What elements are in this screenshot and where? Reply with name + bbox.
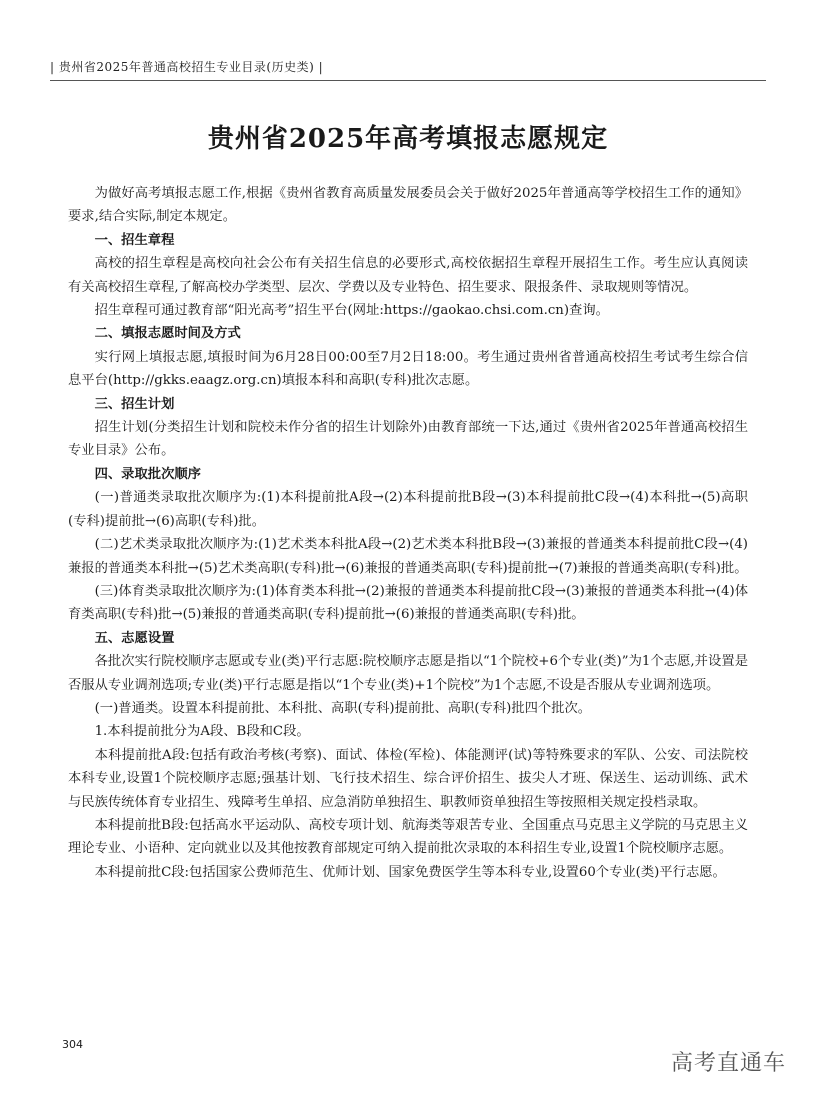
section-heading: 二、填报志愿时间及方式 bbox=[94, 326, 241, 342]
paragraph: 各批次实行院校顺序志愿或专业(类)平行志愿:院校顺序志愿是指以“1个院校+6个专业(类)”为1个志愿,并设置是否服从专业调剂选项;专业(类)平行志愿是指以“1个专业(类)+1个院校”为1个志愿,不设是否服从专业调剂选项。 bbox=[68, 654, 748, 693]
paragraph: 1.本科提前批分为A段、B段和C段。 bbox=[94, 724, 310, 740]
document-body bbox=[68, 182, 748, 884]
paragraph: 高校的招生章程是高校向社会公布有关招生信息的必要形式,高校依据招生章程开展招生工作。考生应认真阅读有关高校招生章程,了解高校办学类型、层次、学费以及专业特色、招生要求、限报条件、录取规则等情况。 bbox=[68, 256, 748, 295]
section-heading: 三、招生计划 bbox=[94, 396, 175, 412]
paragraph: 为做好高考填报志愿工作,根据《贵州省教育高质量发展委员会关于做好2025年普通高等学校招生工作的通知》要求,结合实际,制定本规定。 bbox=[68, 186, 748, 225]
paragraph: (一)普通类。设置本科提前批、本科批、高职(专科)提前批、高职(专科)批四个批次。 bbox=[94, 700, 592, 716]
watermark-text: 高考直通车 bbox=[670, 1051, 786, 1076]
running-header-text: 贵州省2025年普通高校招生专业目录(历史类) bbox=[58, 60, 315, 74]
paragraph: 本科提前批B段:包括高水平运动队、高校专项计划、航海类等艰苦专业、全国重点马克思主义学院的马克思主义理论专业、小语种、定向就业以及其他按教育部规定可纳入提前批次录取的本科招生专业,设置1个院校顺序志愿。 bbox=[68, 817, 748, 857]
paragraph: (三)体育类录取批次顺序为:(1)体育类本科批→(2)兼报的普通类本科提前批C段→(3)兼报的普通类本科批→(4)体育类高职(专科)批→(5)兼报的普通类高职(专科)提前批→(6)兼报的普通类高职(专科)批。 bbox=[68, 583, 748, 623]
paragraph: 招生章程可通过教育部“阳光高考”招生平台(网址:https://gaokao.chsi.com.cn)查询。 bbox=[94, 303, 609, 319]
paragraph: (二)艺术类录取批次顺序为:(1)艺术类本科批A段→(2)艺术类本科批B段→(3)兼报的普通类本科提前批C段→(4)兼报的普通类本科批→(5)艺术类高职(专科)批→(6)兼报的普通类高职(专科)提前批→(7)兼报的普通类高职(专科)批。 bbox=[68, 537, 748, 576]
paragraph: 本科提前批A段:包括有政治考核(考察)、面试、体检(军检)、体能测评(试)等特殊要求的军队、公安、司法院校本科专业,设置1个院校顺序志愿;强基计划、飞行技术招生、综合评价招生、拔尖人才班、保送生、运动训练、武术与民族传统体育专业招生、残障考生单招、应急消防单独招生、职教师资单独招生等按照相关规定投档录取。 bbox=[68, 747, 748, 810]
running-header: | 贵州省2025年普通高校招生专业目录(历史类) | bbox=[50, 60, 324, 74]
section-heading: 五、志愿设置 bbox=[94, 630, 175, 646]
paragraph: 实行网上填报志愿,填报时间为6月28日00:00至7月2日18:00。考生通过贵州省普通高校招生考试考生综合信息平台(http://gkks.eaagz.org.cn)填报本科和高职(专科)批次志愿。 bbox=[68, 349, 748, 389]
header-divider bbox=[50, 80, 766, 81]
paragraph: 招生计划(分类招生计划和院校未作分省的招生计划除外)由教育部统一下达,通过《贵州省2025年普通高校招生专业目录》公布。 bbox=[68, 420, 748, 459]
page-title: 贵州省2025年高考填报志愿规定 bbox=[207, 124, 609, 154]
section-heading: 四、录取批次顺序 bbox=[94, 466, 201, 482]
paragraph: 本科提前批C段:包括国家公费师范生、优师计划、国家免费医学生等本科专业,设置60个专业(类)平行志愿。 bbox=[94, 864, 726, 880]
page-number: 304 bbox=[62, 1038, 83, 1051]
paragraph: (一)普通类录取批次顺序为:(1)本科提前批A段→(2)本科提前批B段→(3)本科提前批C段→(4)本科批→(5)高职(专科)提前批→(6)高职(专科)批。 bbox=[68, 490, 748, 529]
section-heading: 一、招生章程 bbox=[94, 232, 175, 248]
